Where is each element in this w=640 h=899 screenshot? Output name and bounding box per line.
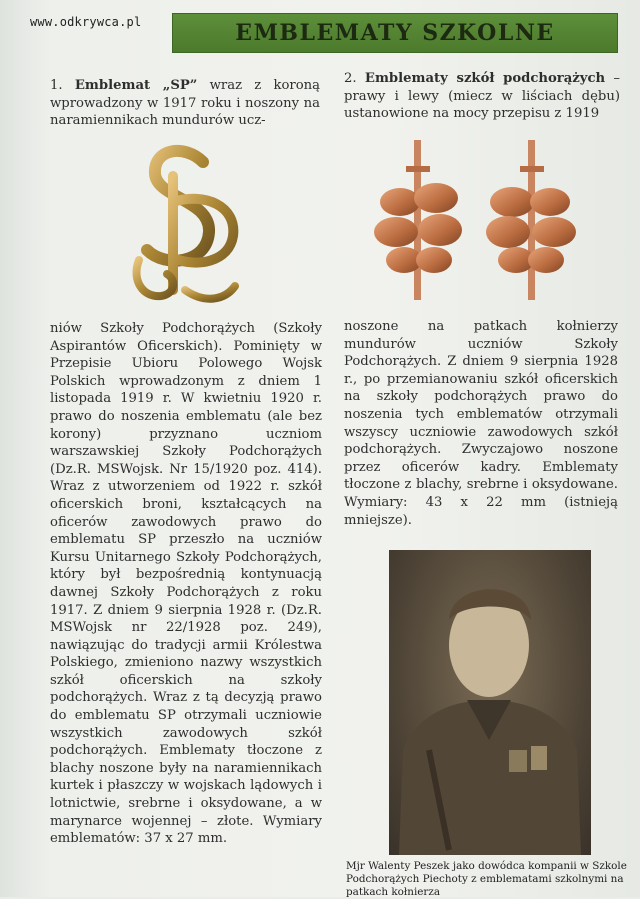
section-2-number: 2. <box>344 71 357 86</box>
photo-caption: Mjr Walenty Peszek jako dowódca kompanii w Szkole Podchorążych Piechoty z emblematami szkolnymi na patkach kołnierza <box>346 860 627 898</box>
section-2-intro <box>344 70 620 123</box>
portrait-photo <box>389 550 591 855</box>
oak-sword-emblem-left-image <box>370 132 470 302</box>
officer-portrait-illustration <box>389 550 591 855</box>
section-1-number: 1. <box>50 78 63 93</box>
right-column-text: noszone na patkach kołnierzy mundurów uczniów Szkoły Podchorążych. Z dniem 9 sierpnia 1928 r., po przemianowaniu szkół oficerskich na szkoły podchorążych prawo do noszenia tych emblematów otrzymali wszyscy uczniowie zawodowych szkół podchorążych. Zwyczajowo noszone przez oficerów kadry. Emblematy tłoczone z blachy, srebrne i oksydowane. Wymiary: 43 x 22 mm (istnieją mniejsze). <box>344 319 618 528</box>
section-1-title: Emblemat „SP” <box>74 78 198 93</box>
section-2-title: Emblematy szkół podchorążych <box>364 71 606 86</box>
page-title: EMBLEMATY SZKOLNE <box>235 20 555 46</box>
left-column-text: niów Szkoły Podchorążych (Szkoły Aspirantów Oficerskich). Pominięty w Przepisie Ubioru Polowego Wojsk Polskich wprowadzonym z dniem 1 listopada 1919 r. W kwietniu 1920 r. prawo do noszenia emblematu (ale bez korony) przyznano uczniom warszawskiej Szkoły Podchorążych (Dz.R. MSWojsk. Nr 15/1920 poz. 414). Wraz z utworzeniem od 1922 r. szkół oficerskich broni, kształcących na oficerów zawodowych prawo do emblematu SP przeszło na uczniów Kursu Unitarnego Szkoły Podchorążych, który był bezpośrednią kontynuacją dawnej Szkoły Podchorążych z roku 1917. Z dniem 9 sierpnia 1928 r. (Dz.R. MSWojsk nr 22/1928 poz. 249), nawiązując do tradycji armii Królestwa Polskiego, zmieniono nazwy wszystkich szkół oficerskich na szkoły podchorążych. Wraz z tą decyzją prawo do emblematu SP otrzymali uczniowie wszystkich zawodowych szkół podchorążych. Emblematy tłoczone z blachy noszone były na naramiennikach kurtek i płaszczy w wojskach lądowych i lotnictwie, srebrne i oksydowane, a w marynarce wojennej – złote. Wymiary emblematów: 37 x 27 mm. <box>50 321 322 847</box>
section-2-text: – prawy i lewy (miecz w liściach dębu) ustanowione na mocy przepisu z 1919 <box>344 71 620 122</box>
watermark: www.odkrywca.pl <box>30 15 142 29</box>
oak-sword-emblem-right-image <box>480 132 580 302</box>
section-1-text: wraz z koroną wprowadzony w 1917 roku i noszony na naramiennikach mundurów ucz- <box>50 78 320 129</box>
title-banner <box>172 13 618 53</box>
sp-emblem-image <box>125 140 247 310</box>
section-1-intro <box>50 77 320 130</box>
